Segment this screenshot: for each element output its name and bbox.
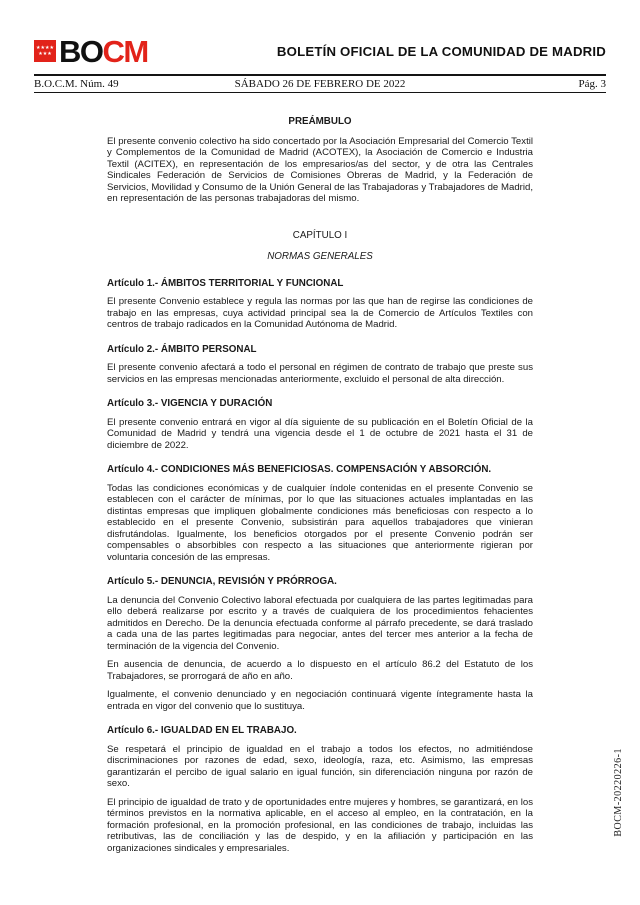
- header-meta-row: [34, 76, 606, 92]
- chapter-title: CAPÍTULO I: [292, 229, 348, 241]
- article-1: [107, 278, 533, 331]
- article-6-paragraph-2: El principio de igualdad de trato y de oportunidades entre mujeres y hombres, se garantizará, en los términos previstos en la normativa aplicable, en el acceso al empleo, en la contratación, en la formación profesional, en la promoción profesional, en las condiciones de trabajo, incluidas las retributivas, las de conciliación y las de despido, y en la afiliación y participación en las organizaciones sindicales y empresariales.: [107, 796, 533, 854]
- article-5-heading: Artículo 5.- DENUNCIA, REVISIÓN Y PRÓRROGA.: [107, 576, 337, 587]
- article-3-paragraph: El presente convenio entrará en vigor al día siguiente de su publicación en el Boletín Oficial de la Comunidad de Madrid y tendrá una vigencia desde el 1 de octubre de 2021 hasta el 31 de diciembre de 2022.: [107, 416, 533, 451]
- bocm-logo: [34, 33, 148, 69]
- article-4: [107, 464, 533, 563]
- article-2-paragraph: El presente convenio afectará a todo el personal en régimen de contrato de trabajo que preste sus servicios en las empresas mencionadas anteriormente, excluido el personal de alta dirección.: [107, 362, 533, 385]
- article-3: [107, 398, 533, 451]
- page-header: [34, 0, 606, 93]
- article-2-heading: Artículo 2.- ÁMBITO PERSONAL: [107, 343, 257, 355]
- header-top: [34, 28, 606, 74]
- article-4-paragraph: Todas las condiciones económicas y de cualquier índole contenidas en el presente Convenio se establecen con el carácter de mínimas, por lo que las situaciones actuales implantadas en las distintas empresas que impliquen globalmente condiciones más beneficiosas con respecto a lo establecido en el presente Convenio, subsistirán para aquellos trabajadores que vinieran disfrutándolas. Igualmente, los beneficios otorgados por el presente Convenio podrán ser compensables o absorbibles con respecto a las situaciones que anteriormente rigieran por voluntaria concesión de las empresas.: [107, 482, 533, 563]
- article-5: [107, 576, 533, 712]
- chapter-heading: [107, 230, 533, 263]
- article-2: [107, 344, 533, 386]
- article-6: [107, 725, 533, 854]
- article-6-paragraph-1: Se respetará el principio de igualdad en el trabajo a todos los efectos, no admitiéndose discriminaciones por razones de edad, sexo, ideología, raza, etc. Asimismo, las empresas garantizarán el percibo de igual salario en igual función, sin diferenciación ninguna por razón de sexo.: [107, 743, 533, 789]
- chapter-subtitle: NORMAS GENERALES: [267, 251, 373, 262]
- madrid-flag-icon: [34, 40, 56, 62]
- logo-bo: BO: [59, 33, 103, 69]
- logo-cm: CM: [102, 33, 148, 69]
- madrid-stars-row-top: ★★★★: [36, 44, 54, 51]
- article-3-heading: Artículo 3.- VIGENCIA Y DURACIÓN: [107, 398, 273, 409]
- article-5-paragraph-1: La denuncia del Convenio Colectivo laboral efectuada por cualquiera de las partes legitimadas para ello deberá realizarse por escrito y a través de cualquiera de los procedimientos fehacientes admitidos en Derecho. De la denuncia efectuada conforme al párrafo precedente, se dará traslado a cada una de las partes legitimadas para negociar, antes del tercer mes anterior a la fecha de terminación de la vigencia del Convenio.: [107, 594, 533, 652]
- article-1-heading: Artículo 1.- ÁMBITOS TERRITORIAL Y FUNCIONAL: [107, 277, 344, 289]
- issue-number: B.O.C.M. Núm. 49: [34, 78, 119, 90]
- article-6-heading: Artículo 6.- IGUALDAD EN EL TRABAJO.: [107, 725, 297, 736]
- article-5-paragraph-2: En ausencia de denuncia, de acuerdo a lo dispuesto en el artículo 86.2 del Estatuto de los Trabajadores, se prorrogará de año en año.: [107, 659, 533, 682]
- article-1-paragraph: El presente Convenio establece y regula las normas por las que han de regirse las condiciones de trabajo en las empresas, cuya actividad principal sea la de Comercio de Artículos Textiles con centros de trabajo radicados en la Comunidad Autónoma de Madrid.: [107, 296, 533, 330]
- document-body: [107, 116, 533, 854]
- header-date: SÁBADO 26 DE FEBRERO DE 2022: [234, 78, 406, 90]
- preamble-paragraph: El presente convenio colectivo ha sido concertado por la Asociación Empresarial del Comercio Textil y Complementos de la Comunidad de Madrid (ACOTEX), la Asociación de Comercio e Industria Textil (ACITEX), en representación de los empresarios/as del sector, y de otra las Centrales Sindicales Federación de Servicios de Comisiones Obreras de Madrid, y la Federación de Servicios, Movilidad y Consumo de la Unión General de las Trabajadoras y Trabajadores de Madrid, en representación de las personas trabajadoras del mismo.: [107, 135, 533, 204]
- article-4-heading: Artículo 4.- CONDICIONES MÁS BENEFICIOSAS. COMPENSACIÓN Y ABSORCIÓN.: [107, 464, 492, 475]
- madrid-stars-row-bottom: ★★★: [38, 50, 52, 57]
- document-reference-code: BOCM-20220226-1: [613, 748, 624, 837]
- header-rule-thin: [34, 92, 606, 93]
- preamble-title: PREÁMBULO: [288, 116, 352, 127]
- page-number: Pág. 3: [578, 78, 606, 90]
- article-5-paragraph-3: Igualmente, el convenio denunciado y en negociación continuará vigente íntegramente hasta la entrada en vigor del convenio que lo sustituya.: [107, 689, 533, 712]
- bulletin-title: BOLETÍN OFICIAL DE LA COMUNIDAD DE MADRID: [276, 43, 606, 59]
- bocm-logo-text: [59, 33, 148, 69]
